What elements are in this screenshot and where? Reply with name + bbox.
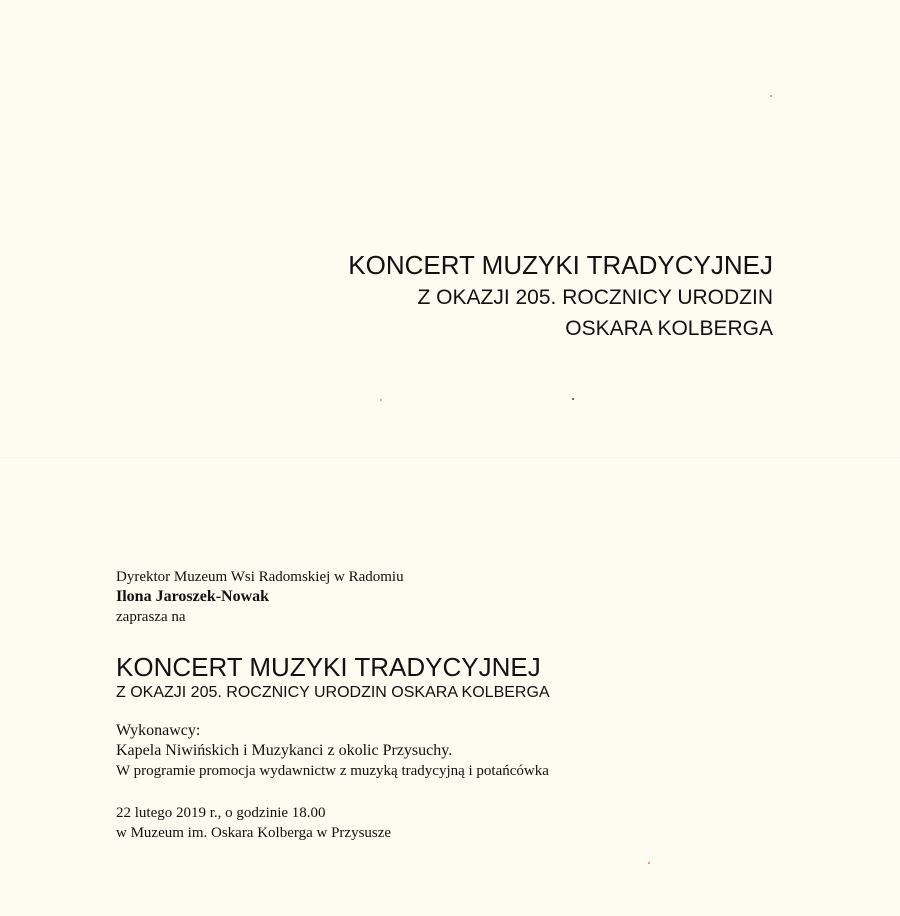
paper-speck bbox=[770, 95, 772, 97]
concert-title: KONCERT MUZYKI TRADYCYJNEJ bbox=[116, 652, 541, 682]
paper-speck bbox=[380, 399, 382, 401]
event-venue: w Muzeum im. Oskara Kolberga w Przysusze bbox=[116, 825, 392, 841]
performers-label: Wykonawcy: bbox=[116, 722, 201, 739]
cover-title: KONCERT MUZYKI TRADYCYJNEJ bbox=[348, 250, 773, 280]
performers-text: Kapela Niwińskich i Muzykanci z okolic Przysuchy. bbox=[116, 742, 453, 759]
concert-subtitle: Z OKAZJI 205. ROCZNICY URODZIN OSKARA KOLBERGA bbox=[116, 684, 550, 701]
invitation-body bbox=[116, 567, 550, 843]
cover-subtitle-line2: OSKARA KOLBERGA bbox=[565, 317, 773, 340]
host-name: Ilona Jaroszek-Nowak bbox=[116, 588, 270, 605]
fold-line bbox=[0, 457, 900, 459]
paper-speck bbox=[572, 398, 574, 400]
program-text: W programie promocja wydawnictw z muzyką tradycyjną i potańcówka bbox=[116, 763, 549, 779]
event-datetime: 22 lutego 2019 r., o godzinie 18.00 bbox=[116, 805, 326, 821]
cover-heading bbox=[348, 248, 773, 344]
invites-text: zaprasza na bbox=[116, 609, 186, 625]
cover-subtitle-line1: Z OKAZJI 205. ROCZNICY URODZIN bbox=[417, 286, 773, 309]
paper-speck bbox=[648, 862, 650, 864]
host-role: Dyrektor Muzeum Wsi Radomskiej w Radomiu bbox=[116, 569, 404, 585]
